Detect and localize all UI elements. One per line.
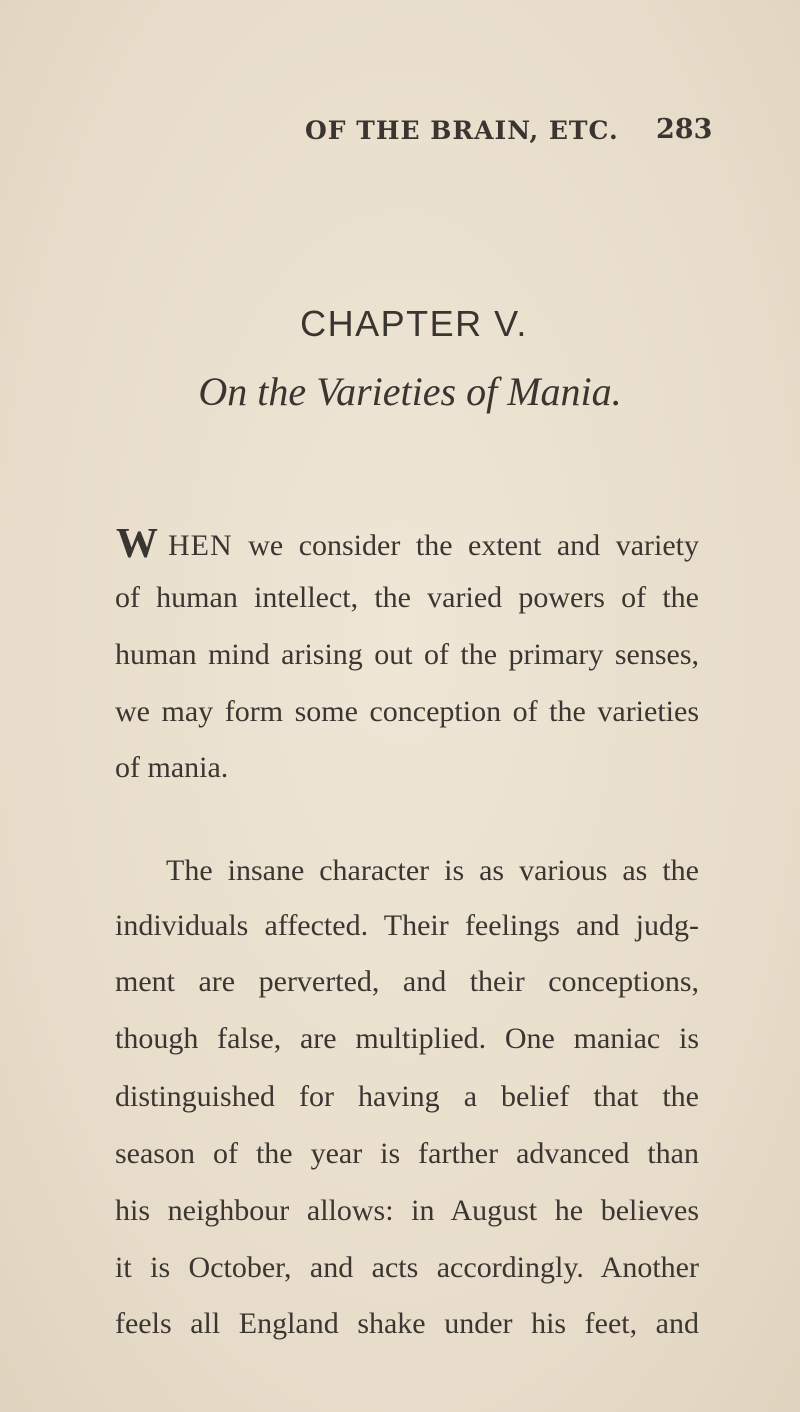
paragraph-2-line: though false, are multiplied. One maniac is (115, 1022, 699, 1055)
paragraph-2-line: feels all England shake under his feet, and (115, 1307, 699, 1340)
paragraph-2-line: individuals affected. Their feelings and judg- (115, 909, 699, 942)
paragraph-2-line: ment are perverted, and their conceptions, (115, 965, 699, 998)
paragraph-2-line: season of the year is farther advanced than (115, 1137, 699, 1170)
paragraph-2-line: it is October, and acts accordingly. Another (115, 1251, 699, 1284)
first-line-rest: we consider the extent and variety (248, 529, 699, 562)
paragraph-1-first-line (168, 527, 699, 565)
chapter-subtitle: On the Varieties of Mania. (198, 369, 622, 414)
paragraph-2-line: The insane character is as various as the (166, 854, 699, 887)
page-number: 283 (656, 114, 713, 145)
first-word-rest: HEN (168, 529, 233, 562)
paragraph-2-line: distinguished for having a belief that the (115, 1080, 699, 1113)
paragraph-1-line: human mind arising out of the primary senses, (115, 638, 699, 671)
chapter-heading: CHAPTER V. (300, 303, 528, 344)
running-head: OF THE BRAIN, ETC. (305, 116, 619, 145)
paragraph-1-line: we may form some conception of the varieties (115, 695, 699, 728)
paragraph-2-line: his neighbour allows: in August he believes (115, 1194, 699, 1227)
paragraph-1-line: of human intellect, the varied powers of the (115, 581, 699, 614)
paragraph-1-line: of mania. (115, 751, 229, 784)
drop-cap: W (116, 521, 158, 567)
